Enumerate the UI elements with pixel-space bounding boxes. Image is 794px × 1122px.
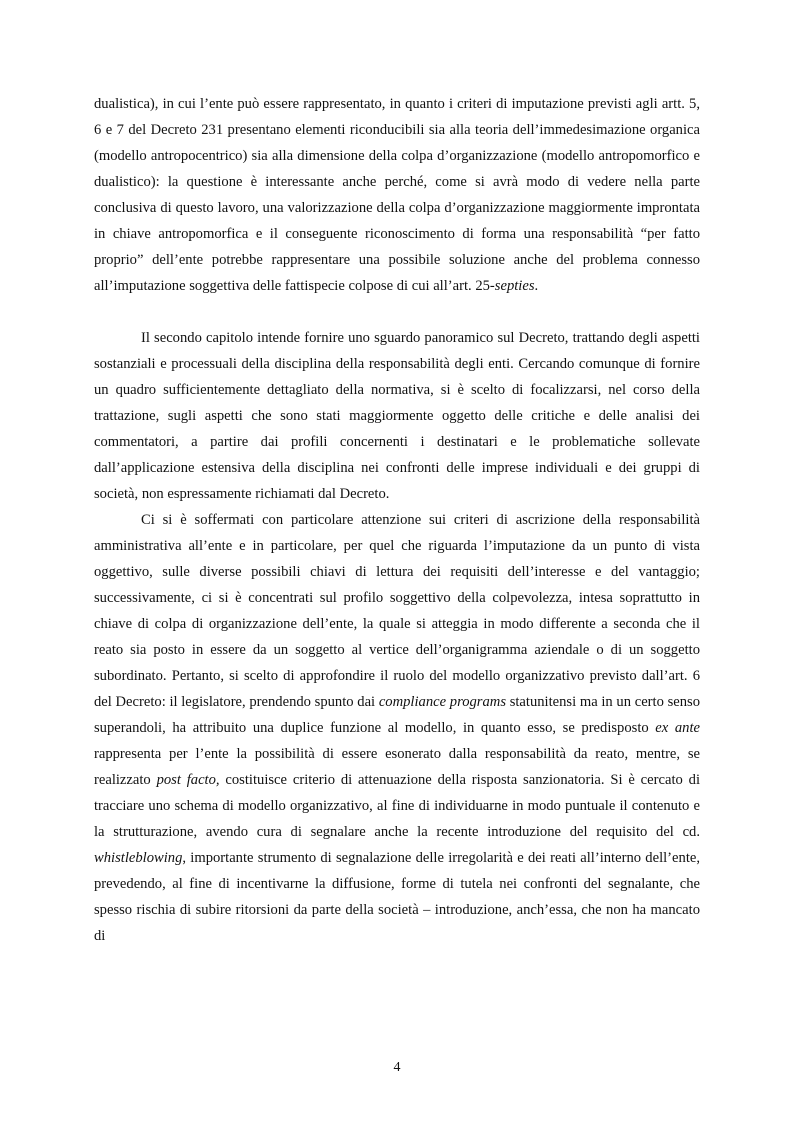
page-number: 4 xyxy=(393,1060,401,1075)
paragraph-3-text-1: Ci si è soffermati con particolare attenzione sui criteri di ascrizione della responsabilità amministrativa all’ente e in particolare, per quel che riguarda l’imputazione da un punto di vista oggettivo, sulle diverse possibili chiavi di lettura dei requisiti dell’interesse e del vantaggio; successivamente, ci si è concentrati sul profilo soggettivo della colpevolezza, intesa soprattutto in chiave di colpa di organizzazione dell’ente, la quale si atteggia in modo differente a seconda che il reato sia posto in essere da un soggetto al vertice dell’organigramma aziendale o di un soggetto subordinato. Pertanto, si scelto di approfondire il ruolo del modello organizzativo previsto dall’art. 6 del Decreto: il legislatore, prendendo spunto dai xyxy=(94,512,700,710)
paragraph-gap xyxy=(94,299,700,325)
paragraph-3-text-5: , importante strumento di segnalazione delle irregolarità e dei reati all’interno dell’ente, prevedendo, al fine di incentivarne la diffusione, forme di tutela nei confronti del segnalante, che spesso rischia di subire ritorsioni da parte della società – introduzione, anch’essa, che non ha mancato di xyxy=(94,850,700,944)
paragraph-1-text-1: dualistica), in cui l’ente può essere rappresentato, in quanto i criteri di imputazione previsti agli artt. 5, 6 e 7 del Decreto 231 presentano elementi riconducibili sia alla teoria dell’immedesimazione organica (modello antropocentrico) sia alla dimensione della colpa d’organizzazione (modello antropomorfico e dualistico): la questione è interessante anche perché, come si avrà modo di vedere nella parte conclusiva di questo lavoro, una valorizzazione della colpa d’organizzazione maggiormente improntata in chiave antropomorfica e il conseguente riconoscimento di forma una responsabilità “per fatto proprio” dell’ente potrebbe rappresentare una possibile soluzione anche del problema connesso all’imputazione soggettiva delle fattispecie colpose di cui all’art. 25- xyxy=(94,96,700,294)
paragraph-1 xyxy=(94,91,700,299)
paragraph-3-italic-compliance-programs: compliance programs xyxy=(378,694,506,710)
paragraph-3-italic-ex-ante: ex ante xyxy=(655,720,700,736)
paragraph-3-italic-post-facto: post facto, xyxy=(156,772,220,788)
paragraph-2-text: Il secondo capitolo intende fornire uno sguardo panoramico sul Decreto, trattando degli aspetti sostanziali e processuali della disciplina della responsabilità degli enti. Cercando comunque di fornire un quadro sufficientemente dettagliato della normativa, si è scelto di focalizzarsi, nel corso della trattazione, sugli aspetti che sono stati maggiormente oggetto delle critiche e delle analisi dei commentatori, a partire dai profili concernenti i destinatari e le problematiche sollevate dall’applicazione estensiva della disciplina nei confronti delle imprese individuali e dei gruppi di società, non espressamente richiamati dal Decreto. xyxy=(94,330,700,502)
document-page xyxy=(94,91,700,949)
paragraph-2 xyxy=(94,325,700,507)
paragraph-1-text-2: . xyxy=(534,278,539,294)
paragraph-3 xyxy=(94,507,700,949)
paragraph-3-text-4: costituisce criterio di attenuazione della risposta sanzionatoria. Si è cercato di tracciare uno schema di modello organizzativo, al fine di individuarne in modo puntuale il contenuto e la strutturazione, avendo cura di segnalare anche la recente introduzione del requisito del cd. xyxy=(94,772,700,840)
paragraph-1-italic-septies: septies xyxy=(494,278,535,294)
paragraph-3-text-2: statunitensi ma in un certo senso superandoli, ha attribuito una duplice funzione al modello, in quanto esso, se predisposto xyxy=(94,694,700,736)
paragraph-3-text-3: rappresenta per l’ente la possibilità di essere esonerato dalla responsabilità da reato, mentre, se realizzato xyxy=(94,746,700,788)
paragraph-3-italic-whistleblowing: whistleblowing xyxy=(94,850,183,866)
